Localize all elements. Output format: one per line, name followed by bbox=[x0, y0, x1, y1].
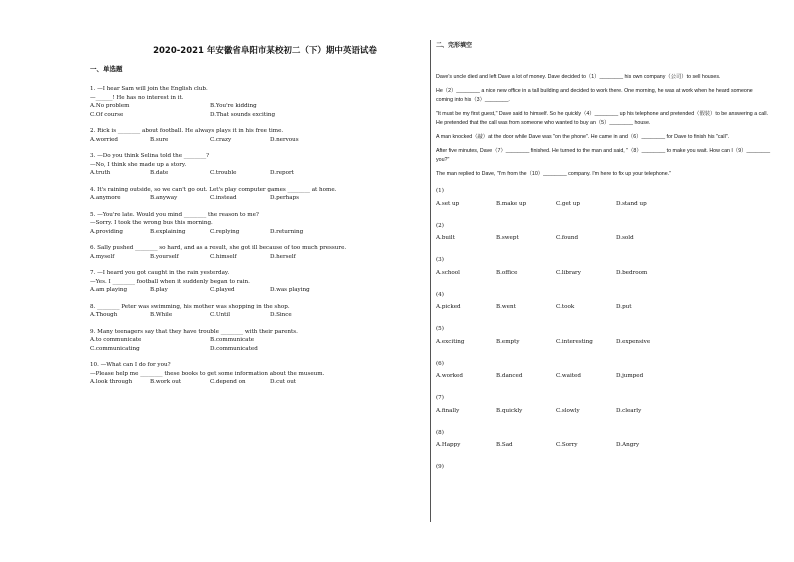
question-number: (1) bbox=[436, 188, 444, 194]
option: B.explaining bbox=[150, 228, 186, 235]
column-divider bbox=[430, 40, 431, 522]
question-number: (8) bbox=[436, 429, 444, 436]
option: B.You're kidding bbox=[210, 103, 257, 109]
question-text: 9. Many teenagers say that they have trouble ________ with their parents. bbox=[90, 328, 298, 335]
option: B.make up bbox=[496, 200, 527, 207]
question-item bbox=[90, 244, 410, 261]
option: A.school bbox=[436, 269, 460, 276]
question-text: —No, I think she made up a story. bbox=[90, 161, 187, 168]
passage-paragraph: A man knocked（敲）at the door while Dave was "on the phone". He came in and（6）________ for Dave to finish his "call". bbox=[436, 134, 730, 140]
option: B.went bbox=[496, 304, 516, 310]
question-item bbox=[90, 211, 410, 237]
option-row bbox=[90, 102, 410, 111]
option: C.found bbox=[556, 235, 579, 241]
question-item bbox=[90, 303, 410, 320]
question-text: 10. —What can I do for you? bbox=[90, 362, 171, 368]
option: B.office bbox=[496, 269, 518, 276]
option: B.communicate bbox=[210, 337, 255, 343]
cloze-questions bbox=[436, 187, 771, 472]
option: C.took bbox=[556, 304, 575, 310]
cloze-passage bbox=[436, 73, 771, 179]
option: B.work out bbox=[150, 379, 182, 385]
question-item bbox=[90, 127, 410, 144]
option: D.put bbox=[616, 304, 632, 310]
question-text: 7. —I heard you got caught in the rain yesterday. bbox=[90, 270, 230, 276]
option: D.report bbox=[270, 170, 294, 176]
passage-paragraph: After five minutes, Dave（7）________ finished. He turned to the man and said, "（8）________ to make you wait. How can I（9）________ you?" bbox=[436, 148, 771, 163]
option: C.waited bbox=[556, 373, 581, 379]
question-text: —Please help me ________ these books to get some information about the museum. bbox=[90, 370, 325, 377]
option: C.Sorry bbox=[556, 442, 578, 448]
option: B.sure bbox=[150, 136, 169, 143]
question-text: —Yes. I ________ football when it suddenly began to rain. bbox=[90, 278, 250, 285]
right-column bbox=[436, 40, 771, 472]
option: D.communicated bbox=[210, 345, 258, 352]
option: A.to communicate bbox=[90, 337, 142, 343]
question-number: (7) bbox=[436, 395, 444, 401]
option: C.communicating bbox=[90, 345, 140, 352]
option: D.herself bbox=[270, 253, 296, 260]
question-text: 1. —I hear Sam will join the English club. bbox=[90, 86, 208, 92]
option-row bbox=[436, 441, 771, 450]
option: B.danced bbox=[496, 373, 523, 379]
option: C.depend on bbox=[210, 379, 246, 385]
option: A.exciting bbox=[436, 338, 465, 345]
option: A.worked bbox=[436, 373, 463, 379]
option: D.clearly bbox=[616, 407, 642, 414]
option: D.expensive bbox=[616, 338, 651, 345]
single-choice-questions bbox=[90, 85, 410, 387]
option-row bbox=[90, 336, 410, 345]
option: D.bedroom bbox=[616, 269, 648, 276]
option: A.myself bbox=[90, 253, 115, 260]
option-row bbox=[436, 303, 771, 312]
option: B.date bbox=[150, 170, 169, 176]
option-row bbox=[436, 269, 771, 278]
option: D.That sounds exciting bbox=[210, 111, 276, 118]
question-number: (4) bbox=[436, 291, 444, 298]
section-heading-cloze: 二、完形填空 bbox=[436, 42, 473, 49]
exam-title: 2020-2021 年安徽省阜阳市某校初二（下）期中英语试卷 bbox=[153, 46, 377, 56]
option-row bbox=[90, 111, 410, 120]
option: A.Happy bbox=[436, 442, 461, 448]
option: C.Until bbox=[210, 312, 231, 318]
question-text: 2. Rick is ________ about football. He always plays it in his free time. bbox=[90, 128, 284, 134]
option: A.am playing bbox=[90, 287, 128, 293]
option: C.trouble bbox=[210, 170, 237, 176]
option: D.was playing bbox=[270, 287, 310, 293]
option: A.worried bbox=[90, 136, 119, 143]
option: B.yourself bbox=[150, 253, 179, 260]
option: B.quickly bbox=[496, 407, 523, 414]
option: A.set up bbox=[436, 200, 460, 207]
option: D.jumped bbox=[616, 373, 644, 379]
option: A.providing bbox=[90, 228, 123, 235]
option: A.No problem bbox=[90, 103, 130, 109]
option: C.library bbox=[556, 269, 581, 276]
option: A.look through bbox=[90, 379, 133, 385]
option: D.returning bbox=[270, 228, 304, 235]
option: D.Since bbox=[270, 312, 292, 318]
question-item bbox=[90, 85, 410, 119]
option: C.interesting bbox=[556, 338, 593, 345]
option-row bbox=[90, 345, 410, 354]
option-row bbox=[90, 228, 410, 237]
passage-paragraph: The man replied to Dave, "I'm from the（10）________ company. I'm here to fix up your telephone." bbox=[436, 171, 672, 177]
option: C.crazy bbox=[210, 136, 232, 143]
question-item bbox=[90, 269, 410, 295]
option-row bbox=[90, 378, 410, 387]
option: C.himself bbox=[210, 253, 237, 260]
option-row bbox=[90, 311, 410, 320]
question-text: 6. Sally pushed ________ so hard, and as a result, she got ill because of too much pressure. bbox=[90, 245, 347, 251]
section-heading-single-choice: 一、单选题 bbox=[90, 65, 123, 73]
passage-paragraph: "It must be my first guest," Dave said to himself. So he quickly（4）________ up his telephone and pretended（假装）to be answering a call. He pretended that the call was from someone who wanted to buy an（5）________ house. bbox=[436, 111, 769, 126]
option: C.replying bbox=[210, 228, 240, 235]
question-text: 8. ________ Peter was swimming, his mother was shopping in the shop. bbox=[90, 303, 290, 310]
option-row bbox=[90, 169, 410, 178]
option: D.cut out bbox=[270, 379, 297, 385]
option: D.nervous bbox=[270, 136, 299, 143]
option: D.stand up bbox=[616, 200, 647, 207]
option-row bbox=[90, 253, 410, 262]
option: A.finally bbox=[436, 407, 460, 414]
option: C.get up bbox=[556, 200, 580, 207]
option: A.truth bbox=[90, 170, 111, 176]
option-row bbox=[90, 286, 410, 295]
left-column bbox=[90, 40, 410, 387]
option: C.Of course bbox=[90, 111, 124, 118]
question-number: (2) bbox=[436, 222, 444, 229]
option: D.sold bbox=[616, 235, 634, 241]
option-row bbox=[90, 194, 410, 203]
question-text: 3. —Do you think Selina told the ________? bbox=[90, 153, 210, 159]
question-text: 5. —You're late. Would you mind ________ the reason to me? bbox=[90, 211, 259, 218]
option: B.anyway bbox=[150, 195, 178, 201]
option-row bbox=[436, 234, 771, 243]
option: A.Though bbox=[90, 312, 118, 318]
option: B.Sad bbox=[496, 442, 513, 448]
question-number: (9) bbox=[436, 464, 444, 470]
option: B.swept bbox=[496, 235, 519, 241]
passage-paragraph: He（2）________ a nice new office in a tall building and decided to work there. One morning, he was at work when he heard someone coming into his（3）________. bbox=[436, 88, 753, 103]
option: B.empty bbox=[496, 338, 520, 345]
question-text: 4. It's raining outside, so we can't go out. Let's play computer games ________ at home. bbox=[90, 186, 337, 193]
option: D.perhaps bbox=[270, 195, 300, 201]
option-row bbox=[436, 200, 771, 209]
option: C.instead bbox=[210, 195, 237, 201]
option: C.played bbox=[210, 287, 235, 293]
option: A.anymore bbox=[90, 195, 121, 201]
question-item bbox=[90, 186, 410, 203]
option: A.picked bbox=[436, 304, 461, 310]
option: A.built bbox=[436, 235, 455, 241]
question-number: (5) bbox=[436, 326, 444, 332]
option-row bbox=[90, 136, 410, 145]
question-item bbox=[90, 328, 410, 354]
option-row bbox=[436, 372, 771, 381]
question-item bbox=[90, 361, 410, 387]
question-number: (6) bbox=[436, 360, 444, 367]
option-row bbox=[436, 338, 771, 347]
option: B.While bbox=[150, 312, 173, 318]
option: D.Angry bbox=[616, 442, 640, 448]
question-item bbox=[90, 152, 410, 178]
question-text: —Sorry. I took the wrong bus this morning. bbox=[90, 220, 213, 226]
option: B.play bbox=[150, 287, 168, 293]
passage-paragraph: Dave's uncle died and left Dave a lot of money. Dave decided to（1）________ his own company（公司）to sell houses. bbox=[436, 74, 721, 80]
option-row bbox=[436, 407, 771, 416]
option: C.slowly bbox=[556, 407, 580, 414]
question-text: —______! He has no interest in it. bbox=[90, 94, 184, 101]
question-number: (3) bbox=[436, 257, 444, 263]
